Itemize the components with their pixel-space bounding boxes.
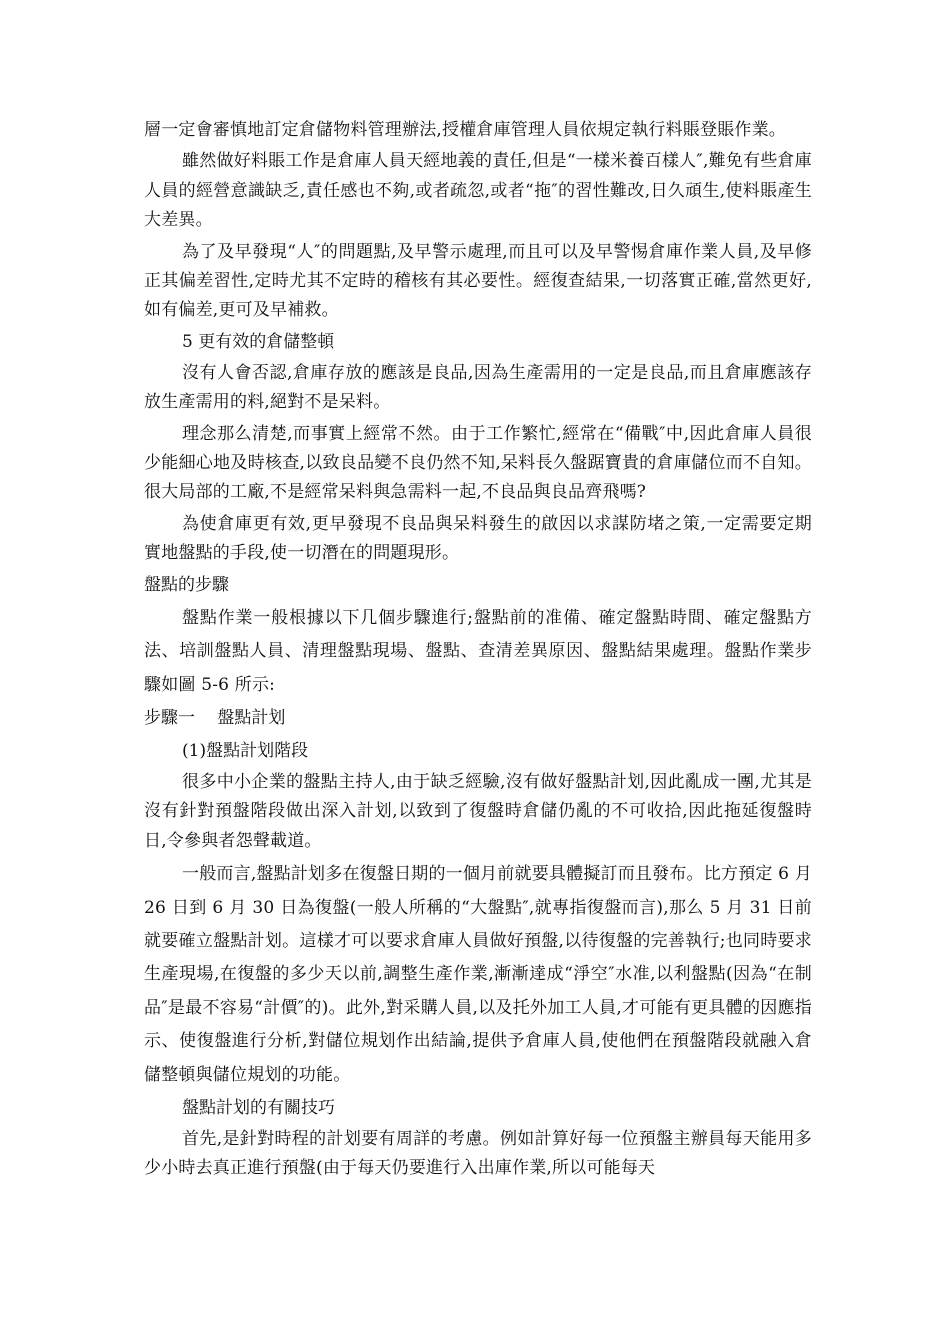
paragraph-7: 盤點作業一般根據以下几個步驟進行;盤點前的准備、確定盤點時間、確定盤點方法、培訓盤點人員、清理盤點現場、盤點、查清差異原因、盤點結果處理。盤點作業步驟如圖 5-6 所示:: [144, 607, 812, 695]
paragraph-2: 雖然做好料賬工作是倉庫人員天經地義的責任,但是“一樣米養百樣人″,難免有些倉庫人員的經營意識缺乏,責任感也不夠,或者疏忽,或者“拖″的習性難改,日久頑生,使料賬產生大差異。: [144, 151, 812, 231]
sub-heading-plan-stage: (1)盤點計划階段: [182, 740, 309, 761]
sub-heading-techniques: 盤點計划的有關技巧: [182, 1097, 335, 1118]
paragraph-5: 理念那么清楚,而事實上經常不然。由于工作繁忙,經常在“備戰″中,因此倉庫人員很少能細心地及時核查,以致良品變不良仍然不知,呆料長久盤踞寶貴的倉庫儲位而不自知。很大局部的工廠,不是經常呆料與急需料一起,不良品與良品齊飛嗎?: [144, 423, 812, 503]
document-page: [144, 116, 812, 1184]
step-one-heading: 步驟一 盤點計划: [144, 707, 286, 728]
paragraph-6: 為使倉庫更有效,更早發現不良品與呆料發生的啟因以求謀防堵之策,一定需要定期實地盤點的手段,使一切潛在的問題現形。: [144, 513, 812, 564]
section-heading-steps: 盤點的步驟: [144, 574, 229, 595]
paragraph-10: 首先,是針對時程的計划要有周詳的考慮。例如計算好每一位預盤主辦員每天能用多少小時去真正進行預盤(由于每天仍要進行入出庫作業,所以可能每天: [144, 1128, 812, 1179]
paragraph-9: 一般而言,盤點計划多在復盤日期的一個月前就要具體擬訂而且發布。比方預定 6 月 26 日到 6 月 30 日為復盤(一般人所稱的“大盤點″,就專指復盤而言),那么 5 月 31 日前就要確立盤點計划。這樣才可以要求倉庫人員做好預盤,以待復盤的完善執行;也同時要求生產現場,在復盤的多少天以前,調整生產作業,漸漸達成“淨空″水准,以利盤點(因為“在制品″是最不容易“計價″的)。此外,對采購人員,以及托外加工人員,才可能有更具體的因應指示、使復盤進行分析,對儲位規划作出結論,提供予倉庫人員,使他們在預盤階段就融入倉儲整頓與儲位規划的功能。: [144, 864, 812, 1085]
paragraph-3: 為了及早發現“人″的問題點,及早警示處理,而且可以及早警惕倉庫作業人員,及早修正其偏差習性,定時尤其不定時的稽核有其必要性。經復查結果,一切落實正確,當然更好,如有偏差,更可及早補救。: [144, 241, 812, 321]
paragraph-1: 層一定會審慎地訂定倉儲物料管理辦法,授權倉庫管理人員依規定執行料賬登賬作業。: [144, 120, 787, 140]
section-heading-5: 5 更有效的倉儲整頓: [182, 331, 335, 352]
paragraph-4: 沒有人會否認,倉庫存放的應該是良品,因為生產需用的一定是良品,而且倉庫應該存放生產需用的料,絕對不是呆料。: [144, 362, 812, 413]
paragraph-8: 很多中小企業的盤點主持人,由于缺乏經驗,沒有做好盤點計划,因此亂成一團,尤其是沒有針對預盤階段做出深入計划,以致到了復盤時倉儲仍亂的不可收拾,因此拖延復盤時日,令參與者怨聲載道。: [144, 771, 812, 851]
